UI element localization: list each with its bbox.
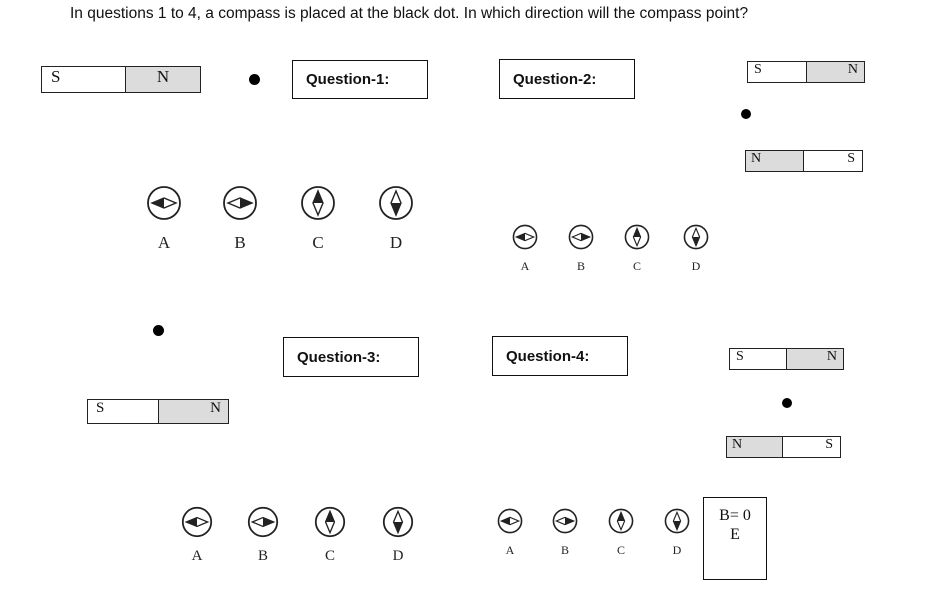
q2-top-north-pole	[806, 62, 865, 82]
option-label: D	[392, 548, 404, 564]
compass-vertical-icon	[300, 185, 336, 221]
compass-horizontal-icon	[512, 224, 538, 250]
option-label: C	[312, 233, 324, 252]
q1-option-d[interactable]	[378, 185, 414, 253]
answer-note-line-1: B= 0	[719, 507, 751, 524]
option-label: C	[632, 259, 641, 273]
option-label: A	[191, 548, 203, 564]
compass-vertical-icon	[624, 224, 650, 250]
answer-note-line-2: E	[730, 526, 740, 543]
q2-title: Question-2:	[513, 70, 597, 88]
pole-label-s: S	[825, 437, 833, 452]
q2-bottom-south-pole	[803, 151, 863, 171]
q4-option-c[interactable]	[608, 508, 634, 558]
q3-title: Question-3:	[297, 348, 381, 366]
option-label: C	[324, 548, 335, 564]
option-label: A	[157, 233, 171, 252]
q2-option-b[interactable]	[568, 224, 594, 274]
pole-label-n: N	[156, 67, 170, 86]
compass-vertical-icon	[382, 506, 414, 538]
q2-option-d[interactable]	[683, 224, 709, 274]
pole-label-s: S	[847, 151, 855, 166]
option-label: D	[691, 259, 701, 273]
compass-horizontal-icon	[146, 185, 182, 221]
pole-label-n: N	[210, 400, 221, 416]
q2-magnet-bottom	[745, 150, 863, 172]
q1-magnet-south-pole	[42, 67, 125, 92]
q4-option-d[interactable]	[664, 508, 690, 558]
option-label: C	[616, 543, 625, 557]
q2-option-c[interactable]	[624, 224, 650, 274]
pole-label-s: S	[96, 400, 105, 416]
compass-horizontal-icon	[568, 224, 594, 250]
q4-title-box	[492, 336, 628, 376]
option-label: A	[505, 543, 515, 557]
answer-note-box	[703, 497, 767, 580]
q4-bottom-north-pole	[727, 437, 782, 457]
compass-vertical-icon	[378, 185, 414, 221]
q3-option-c[interactable]	[314, 506, 346, 565]
q4-magnet-bottom	[726, 436, 841, 458]
q3-title-box	[283, 337, 419, 377]
q1-title: Question-1:	[306, 71, 390, 88]
pole-label-s: S	[736, 349, 744, 364]
option-label: B	[234, 233, 246, 252]
compass-horizontal-icon	[497, 508, 523, 534]
q4-black-dot	[782, 398, 792, 408]
q1-option-a[interactable]	[146, 185, 182, 253]
q3-black-dot	[153, 325, 164, 336]
q2-magnet-top	[747, 61, 865, 83]
option-label: B	[257, 548, 268, 564]
q4-option-b[interactable]	[552, 508, 578, 558]
pole-label-n: N	[826, 349, 837, 364]
pole-label-s: S	[754, 62, 762, 77]
q1-magnet-north-pole	[125, 67, 200, 92]
pole-label-n: N	[732, 437, 743, 452]
q3-magnet-north-pole	[158, 400, 228, 423]
q2-title-box	[499, 59, 635, 99]
q4-top-south-pole	[730, 349, 786, 369]
compass-vertical-icon	[683, 224, 709, 250]
q3-option-b[interactable]	[247, 506, 279, 565]
pole-label-n: N	[847, 62, 858, 77]
option-label: B	[576, 259, 585, 273]
pole-label-n: N	[751, 151, 762, 166]
q1-option-c[interactable]	[300, 185, 336, 253]
instruction-text: In questions 1 to 4, a compass is placed at the black dot. In which direction will the compass point?	[70, 5, 749, 22]
q1-option-b[interactable]	[222, 185, 258, 253]
q2-top-south-pole	[748, 62, 806, 82]
q4-title: Question-4:	[506, 347, 590, 365]
option-label: B	[560, 543, 569, 557]
q4-bottom-south-pole	[782, 437, 840, 457]
q3-option-d[interactable]	[382, 506, 414, 565]
q3-magnet-south-pole	[88, 400, 158, 423]
compass-vertical-icon	[608, 508, 634, 534]
q2-bottom-north-pole	[746, 151, 803, 171]
option-label: D	[389, 233, 403, 252]
q4-top-north-pole	[786, 349, 843, 369]
q2-black-dot	[741, 109, 751, 119]
compass-vertical-icon	[314, 506, 346, 538]
q4-magnet-top	[729, 348, 844, 370]
compass-horizontal-icon	[181, 506, 213, 538]
q4-option-a[interactable]	[497, 508, 523, 558]
compass-horizontal-icon	[552, 508, 578, 534]
q1-black-dot	[249, 74, 260, 85]
q2-option-a[interactable]	[512, 224, 538, 274]
q3-magnet	[87, 399, 229, 424]
pole-label-s: S	[51, 67, 61, 86]
option-label: A	[520, 259, 530, 273]
option-label: D	[672, 543, 682, 557]
q1-title-box	[292, 60, 428, 99]
q1-magnet	[41, 66, 201, 93]
q3-option-a[interactable]	[181, 506, 213, 565]
compass-horizontal-icon	[222, 185, 258, 221]
compass-horizontal-icon	[247, 506, 279, 538]
compass-vertical-icon	[664, 508, 690, 534]
